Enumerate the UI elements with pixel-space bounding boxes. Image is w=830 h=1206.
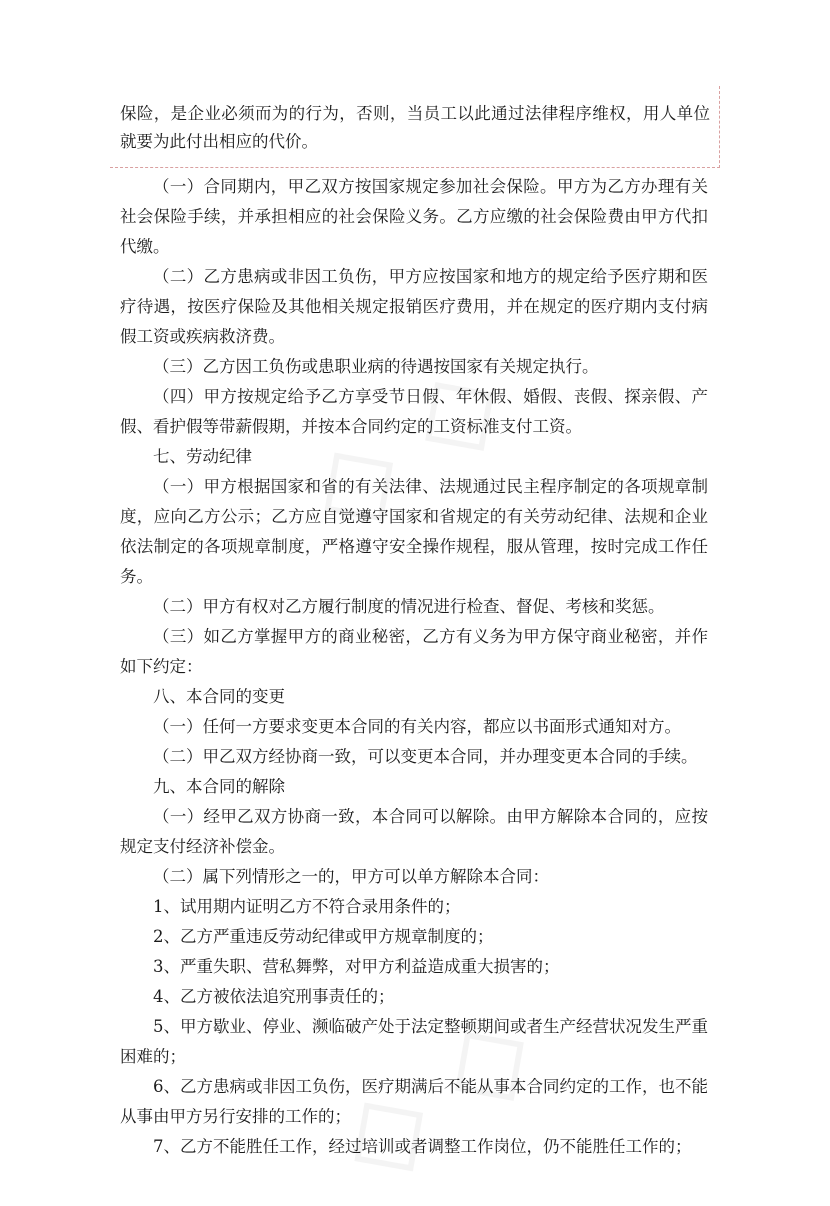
- paragraph: （一）经甲乙双方协商一致，本合同可以解除。由甲方解除本合同的，应按规定支付经济补偿金。: [120, 807, 708, 856]
- annotation-text: 保险，是企业必须而为的行为，否则，当员工以此通过法律程序维权，用人单位就要为此付出相应的代价。: [120, 104, 710, 151]
- section-heading: 八、本合同的变更: [153, 687, 285, 706]
- paragraph: （二）甲方有权对乙方履行制度的情况进行检查、督促、考核和奖惩。: [153, 597, 665, 616]
- list-item: 1、试用期内证明乙方不符合录用条件的；: [153, 897, 461, 916]
- list-item: 2、乙方严重违反劳动纪律或甲方规章制度的；: [153, 927, 494, 946]
- list-item: 7、乙方不能胜任工作，经过培训或者调整工作岗位，仍不能胜任工作的；: [153, 1137, 692, 1156]
- section-heading: 九、本合同的解除: [153, 777, 285, 796]
- list-item: 5、甲方歇业、停业、濒临破产处于法定整顿期间或者生产经营状况发生严重困难的；: [120, 1017, 708, 1066]
- paragraph: （一）任何一方要求变更本合同的有关内容，都应以书面形式通知对方。: [153, 717, 681, 736]
- list-item: 3、严重失职、营私舞弊，对甲方利益造成重大损害的；: [153, 957, 560, 976]
- contract-body: [120, 172, 708, 1162]
- paragraph: （一）甲方根据国家和省的有关法律、法规通过民主程序制定的各项规章制度，应向乙方公示；乙方应自觉遵守国家和省规定的有关劳动纪律、法规和企业依法制定的各项规章制度，严格遵守安全操作规程，服从管理，按时完成工作任务。: [120, 477, 708, 586]
- paragraph: （一）合同期内，甲乙双方按国家规定参加社会保险。甲方为乙方办理有关社会保险手续，并承担相应的社会保险义务。乙方应缴的社会保险费由甲方代扣代缴。: [120, 177, 708, 256]
- section-heading: 七、劳动纪律: [153, 447, 252, 466]
- paragraph: （二）甲乙双方经协商一致，可以变更本合同，并办理变更本合同的手续。: [153, 747, 698, 766]
- paragraph: （二）乙方患病或非因工负伤，甲方应按国家和地方的规定给予医疗期和医疗待遇，按医疗保险及其他相关规定报销医疗费用，并在规定的医疗期内支付病假工资或疾病救济费。: [120, 267, 708, 346]
- paragraph: （三）乙方因工负伤或患职业病的待遇按国家有关规定执行。: [153, 357, 599, 376]
- list-item: 4、乙方被依法追究刑事责任的；: [153, 987, 395, 1006]
- paragraph: （二）属下列情形之一的，甲方可以单方解除本合同：: [153, 867, 549, 886]
- paragraph: （四）甲方按规定给予乙方享受节日假、年休假、婚假、丧假、探亲假、产假、看护假等带薪假期，并按本合同约定的工资标准支付工资。: [120, 387, 708, 436]
- paragraph: （三）如乙方掌握甲方的商业秘密，乙方有义务为甲方保守商业秘密，并作如下约定：: [120, 627, 708, 676]
- list-item: 6、乙方患病或非因工负伤，医疗期满后不能从事本合同约定的工作，也不能从事由甲方另行安排的工作的；: [120, 1077, 708, 1126]
